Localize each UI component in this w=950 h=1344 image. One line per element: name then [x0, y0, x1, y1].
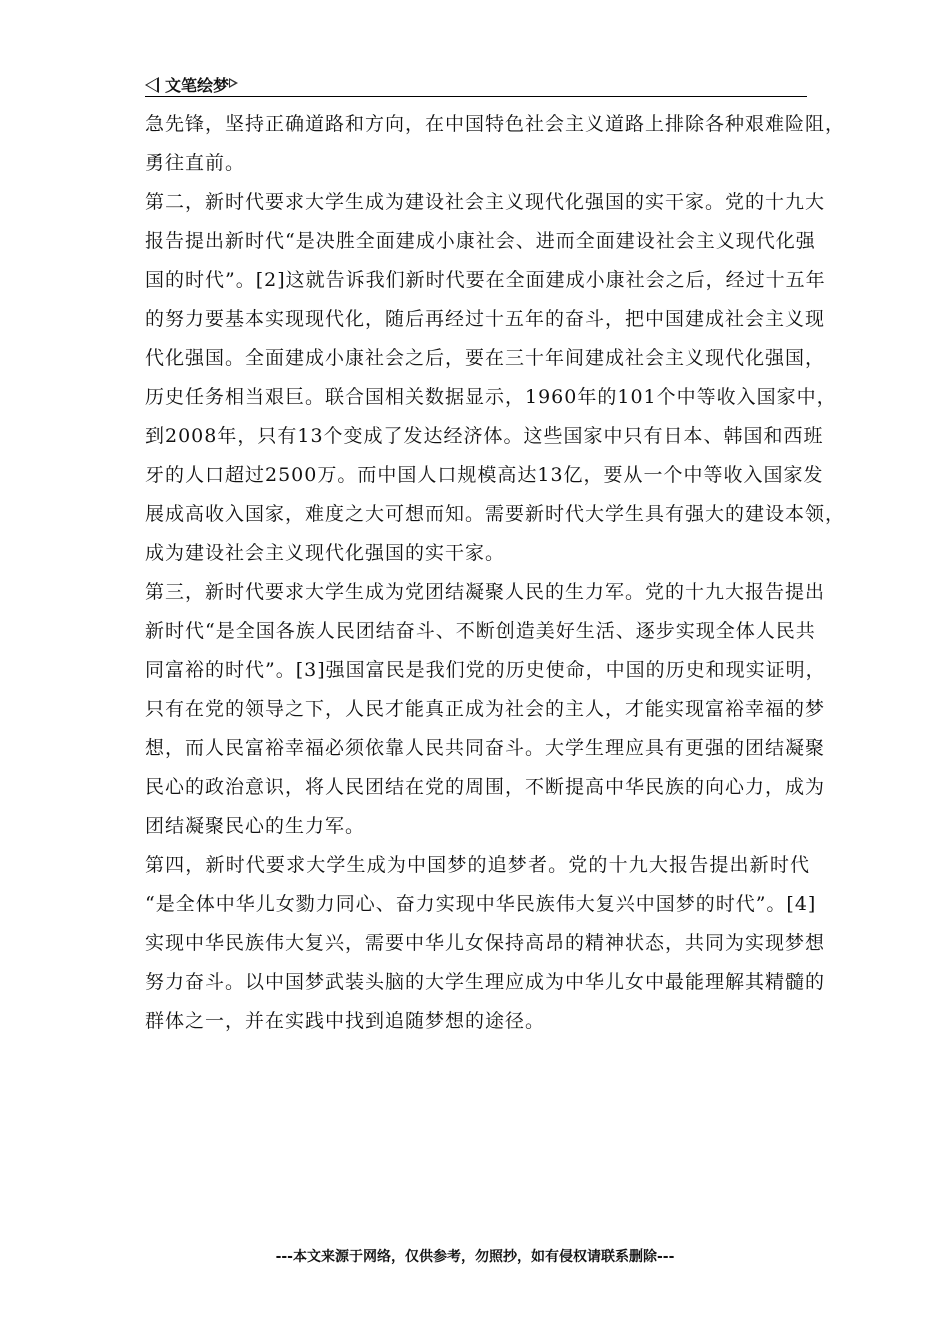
text-line: 到2008年，只有13个变成了发达经济体。这些国家中只有日本、韩国和西班	[145, 425, 824, 447]
text-line: 勇往直前。	[145, 152, 246, 174]
footer-disclaimer: ---本文来源于网络，仅供参考，勿照抄，如有侵权请联系删除---	[275, 1249, 675, 1265]
text-line: 展成高收入国家，难度之大可想而知。需要新时代大学生具有强大的建设本领，	[145, 503, 846, 525]
text-line: 的努力要基本实现现代化，随后再经过十五年的奋斗，把中国建成社会主义现	[145, 308, 826, 330]
text-line: 实现中华民族伟大复兴，需要中华儿女保持高昂的精神状态，共同为实现梦想	[145, 932, 826, 954]
header-title: 文笔绘梦	[165, 76, 230, 95]
text-line: 历史任务相当艰巨。联合国相关数据显示，1960年的101个中等收入国家中，	[145, 386, 837, 408]
text-line: 同富裕的时代”。[3]强国富民是我们党的历史使命，中国的历史和现实证明，	[145, 659, 826, 681]
text-line: 成为建设社会主义现代化强国的实干家。	[145, 542, 506, 564]
text-line: 第三，新时代要求大学生成为党团结凝聚人民的生力军。党的十九大报告提出	[145, 581, 826, 603]
text-line: 急先锋，坚持正确道路和方向，在中国特色社会主义道路上排除各种艰难险阻，	[145, 113, 846, 135]
text-line: 努力奋斗。以中国梦武装头脑的大学生理应成为中华儿女中最能理解其精髓的	[145, 971, 826, 993]
text-line: 只有在党的领导之下，人民才能真正成为社会的主人，才能实现富裕幸福的梦	[145, 698, 826, 720]
text-line: 想，而人民富裕幸福必须依靠人民共同奋斗。大学生理应具有更强的团结凝聚	[145, 737, 826, 759]
text-line: 民心的政治意识，将人民团结在党的周围，不断提高中华民族的向心力，成为	[145, 776, 826, 798]
document-body	[145, 105, 846, 1041]
text-line: “是全体中华儿女勠力同心、奋力实现中华民族伟大复兴中国梦的时代”。[4]	[145, 893, 817, 915]
text-line: 第四，新时代要求大学生成为中国梦的追梦者。党的十九大报告提出新时代	[145, 854, 810, 876]
text-line: 报告提出新时代“是决胜全面建成小康社会、进而全面建设社会主义现代化强	[145, 230, 816, 252]
text-line: 代化强国。全面建成小康社会之后，要在三十年间建成社会主义现代化强国，	[145, 347, 826, 369]
text-line: 国的时代”。[2]这就告诉我们新时代要在全面建成小康社会之后，经过十五年	[145, 269, 826, 291]
text-line: 牙的人口超过2500万。而中国人口规模高达13亿，要从一个中等收入国家发	[145, 464, 824, 486]
text-line: 新时代“是全国各族人民团结奋斗、不断创造美好生活、逐步实现全体人民共	[145, 620, 816, 642]
text-line: 团结凝聚民心的生力军。	[145, 815, 366, 837]
text-line: 第二，新时代要求大学生成为建设社会主义现代化强国的实干家。党的十九大	[145, 191, 826, 213]
triangle-left-icon	[145, 77, 159, 93]
page-header	[145, 72, 807, 97]
triangle-right-icon	[229, 78, 238, 88]
text-line: 群体之一，并在实践中找到追随梦想的途径。	[145, 1010, 546, 1032]
